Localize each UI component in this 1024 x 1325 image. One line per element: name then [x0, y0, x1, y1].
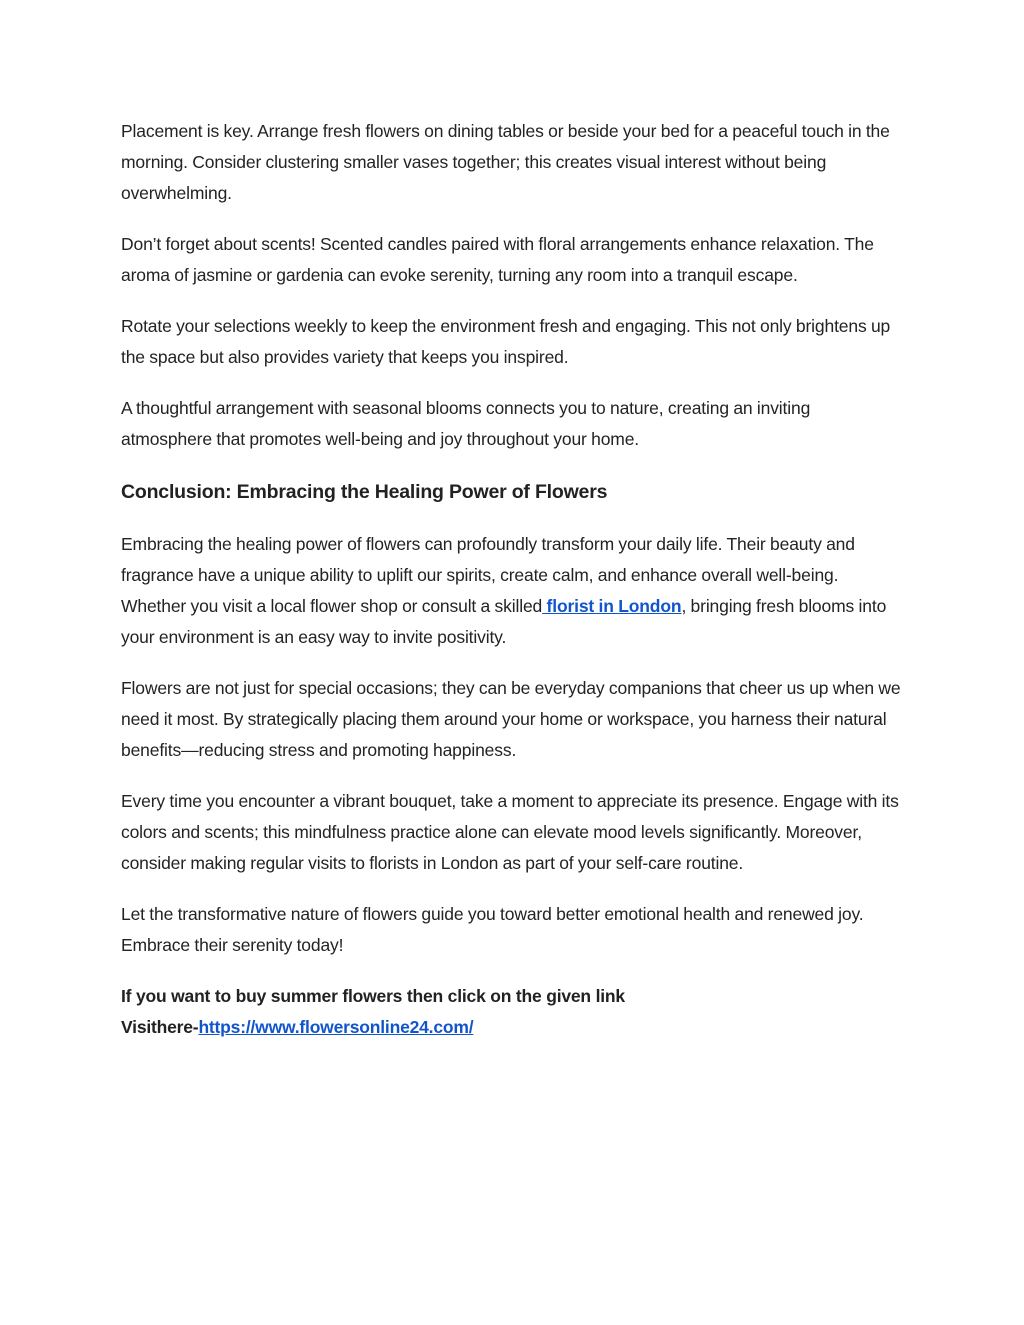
paragraph-rotate: Rotate your selections weekly to keep the environment fresh and engaging. This not only brightens up the space but also provides variety that keeps you inspired. [121, 316, 891, 367]
paragraph-conclusion-intro [121, 529, 904, 653]
paragraph-scents: Don’t forget about scents! Scented candles paired with floral arrangements enhance relaxation. The aroma of jasmine or gardenia can evoke serenity, turning any room into a tranquil escape. [121, 234, 874, 285]
intro-text-before-link: Embracing the healing power of flowers can profoundly transform your daily life. Their beauty and fragrance have a unique ability to uplift our spirits, create calm, and enhance overall well-being. Whether you visit a local flower shop or consult a skilled [121, 534, 855, 616]
conclusion-heading: Conclusion: Embracing the Healing Power of Flowers [121, 481, 608, 503]
paragraph-seasonal-blooms: A thoughtful arrangement with seasonal blooms connects you to nature, creating an inviting atmosphere that promotes well-being and joy throughout your home. [121, 398, 811, 449]
paragraph-transformative-nature: Let the transformative nature of flowers guide you toward better emotional health and renewed joy. Embrace their serenity today! [121, 904, 864, 955]
flowersonline24-link[interactable]: https://www.flowersonline24.com/ [198, 1017, 474, 1037]
cta-line: If you want to buy summer flowers then click on the given link [121, 986, 625, 1006]
paragraph-everyday-companions: Flowers are not just for special occasions; they can be everyday companions that cheer us up when we need it most. By strategically placing them around your home or workspace, you harness their natural benefits—reducing stress and promoting happiness. [121, 678, 901, 760]
cta-visit-line [121, 1012, 904, 1043]
florist-in-london-link[interactable]: florist in London [542, 596, 682, 616]
paragraph-vibrant-bouquet: Every time you encounter a vibrant bouquet, take a moment to appreciate its presence. Engage with its colors and scents; this mindfulness practice alone can elevate mood levels significantly. Moreover, consider making regular visits to florists in London as part of your self-care routine. [121, 791, 899, 873]
paragraph-placement: Placement is key. Arrange fresh flowers on dining tables or beside your bed for a peaceful touch in the morning. Consider clustering smaller vases together; this creates visual interest without being overwhelming. [121, 121, 890, 203]
intro-text-after-link: , bringing fresh blooms into your environment is an easy way to invite positivity. [121, 596, 887, 647]
visit-label: Visithere- [121, 1017, 199, 1037]
